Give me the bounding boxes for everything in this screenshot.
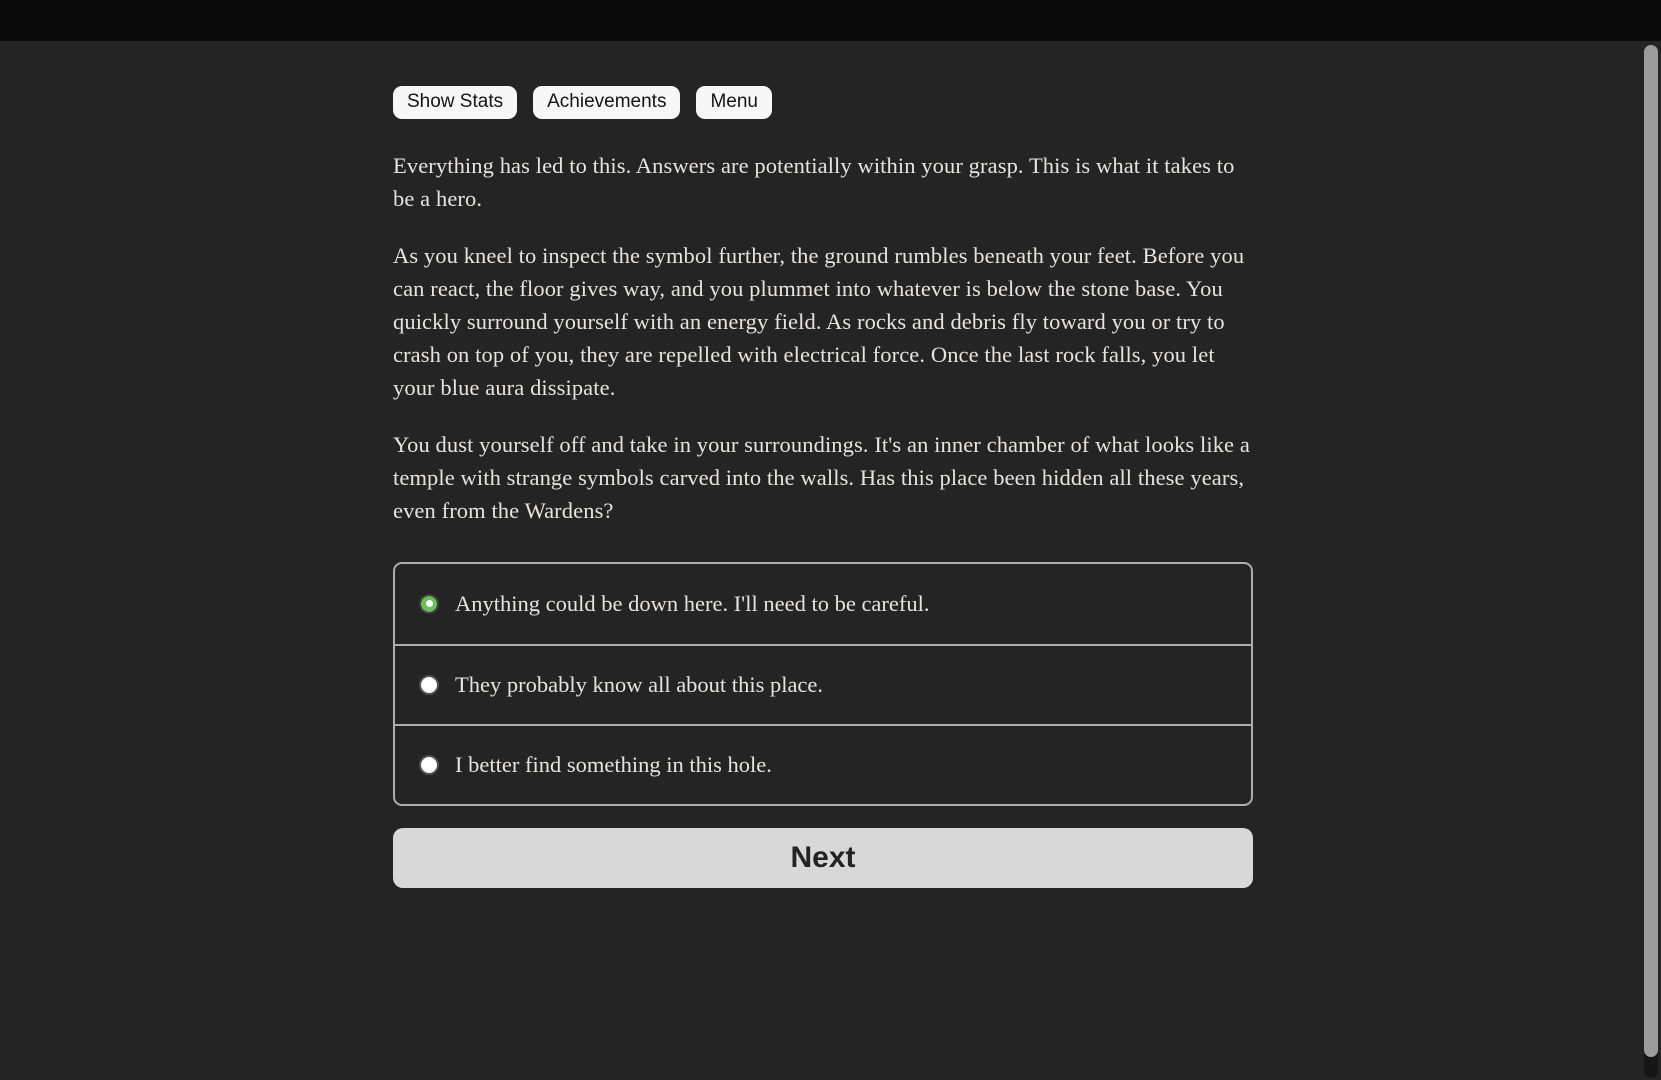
story-content xyxy=(393,41,1253,888)
choice-list xyxy=(393,562,1253,806)
story-text xyxy=(393,149,1253,528)
story-paragraph: Everything has led to this. Answers are potentially within your grasp. This is what it takes to be a hero. xyxy=(393,152,1235,211)
next-button[interactable]: Next xyxy=(393,828,1253,888)
choice-option-3[interactable] xyxy=(395,724,1251,804)
choice-option-label: Anything could be down here. I'll need to be careful. xyxy=(455,590,930,616)
story-paragraph: As you kneel to inspect the symbol further, the ground rumbles beneath your feet. Before you can react, the floor gives way, and you plummet into whatever is below the stone base. You quickly surround yourself with an energy field. As rocks and debris fly toward you or try to crash on top of you, they are repelled with electrical force. Once the last rock falls, you let your blue aura dissipate. xyxy=(393,243,1245,401)
menu-button[interactable]: Menu xyxy=(696,86,772,119)
radio-button-icon[interactable] xyxy=(419,594,439,614)
radio-button-icon[interactable] xyxy=(419,755,439,775)
choice-option-label: They probably know all about this place. xyxy=(455,671,824,697)
choice-option-2[interactable] xyxy=(395,644,1251,724)
story-paragraph: You dust yourself off and take in your surroundings. It's an inner chamber of what looks like a temple with strange symbols carved into the walls. Has this place been hidden all these years, even from the Wardens? xyxy=(393,432,1250,524)
show-stats-button[interactable]: Show Stats xyxy=(393,86,517,119)
scrollbar xyxy=(1644,41,1658,1080)
toolbar xyxy=(393,86,1253,119)
top-bar xyxy=(0,0,1661,41)
radio-button-icon[interactable] xyxy=(419,675,439,695)
scrollbar-thumb[interactable] xyxy=(1644,45,1658,1057)
choice-option-1[interactable] xyxy=(395,564,1251,644)
achievements-button[interactable]: Achievements xyxy=(533,86,680,119)
choice-option-label: I better find something in this hole. xyxy=(455,751,772,777)
